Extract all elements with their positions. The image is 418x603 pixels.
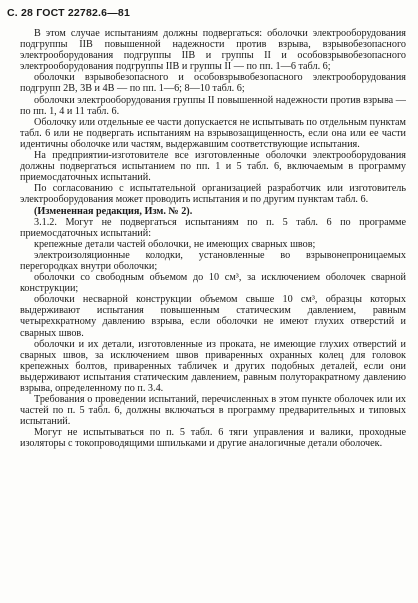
paragraph: оболочки электрооборудования группы II повышенной надежности против взрыва — по пп. 1, 4 и 11 табл. 6. bbox=[20, 94, 406, 117]
list-item: крепежные детали частей оболочки, не имеющих сварных швов; bbox=[34, 238, 316, 250]
paragraph: По согласованию с испытательной организацией разработчик или изготовитель электрооборудования может проводить испытания и по другим пунктам табл. 6. bbox=[20, 183, 406, 206]
clause-3-1-2: 3.1.2. Могут не подвергаться испытаниям по п. 5 табл. 6 по программе приемосдаточных испытаний: bbox=[20, 216, 406, 239]
list-item: оболочки со свободным объемом до 10 см³, за исключением оболочек сварной конструкции; bbox=[20, 272, 406, 295]
paragraph: Могут не испытываться по п. 5 табл. 6 тяги управления и валики, проходные изоляторы с токопроводящими шпильками и другие аналогичные детали оболочек. bbox=[20, 427, 406, 450]
paragraph: В этом случае испытаниям должны подвергаться: оболочки электрооборудования подгруппы IIВ повышенной надежности против взрыва, взрывобезопасного электрооборудования подгруппы IIВ и группы II и особовзрывобезопасного электрооборудования подгруппы IIВ и группы II — по пп. 1—6 табл. 6; bbox=[20, 28, 406, 73]
amendment-note: (Измененная редакция, Изм. № 2). bbox=[34, 205, 193, 217]
paragraph: Оболочку или отдельные ее части допускается не испытывать по отдельным пунктам табл. 6 или не подвергать испытаниям на взрывозащищенность, если она или ее части идентичны оболочке или частям, выдержавшим соответствующие испытания. bbox=[20, 116, 406, 150]
list-item: оболочки и их детали, изготовленные из проката, не имеющие глухих отверстий и сварных швов, за исключением швов приваренных охранных колец для головок крепежных болтов, приваренных табличек и других подобных деталей, если они выдерживают испытания статическим давлением, равным полуторакратному давлению взрыва, определенному по п. 3.4. bbox=[20, 338, 406, 394]
paragraph: На предприятии-изготовителе все изготовленные оболочки электрооборудования должны подвергаться испытанием по пп. 1 и 5 табл. 6, включаемым в программу приемосдаточных испытаний. bbox=[20, 150, 406, 184]
paragraph: Требования о проведении испытаний, перечисленных в этом пункте оболочек или их частей по п. 5 табл. 6, должны включаться в программу предварительных и типовых испытаний. bbox=[20, 394, 406, 428]
page-header: С. 28 ГОСТ 22782.6—81 bbox=[7, 7, 130, 19]
list-item: оболочки несварной конструкции объемом свыше 10 см³, образцы которых выдерживают испытания повышенным статическим давлением, равным четырехкратному давлению взрыва, если оболочки не имеют глухих отверстий и сварных швов. bbox=[20, 294, 406, 339]
paragraph: оболочки взрывобезопасного и особовзрывобезопасного электрооборудования подгрупп 2В, 3В и 4В — по пп. 1—6; 8—10 табл. 6; bbox=[20, 72, 406, 95]
document-body bbox=[20, 28, 406, 450]
list-item: электроизоляционные колодки, установленные во взрывонепроницаемых перегородках внутри оболочки; bbox=[20, 249, 406, 272]
